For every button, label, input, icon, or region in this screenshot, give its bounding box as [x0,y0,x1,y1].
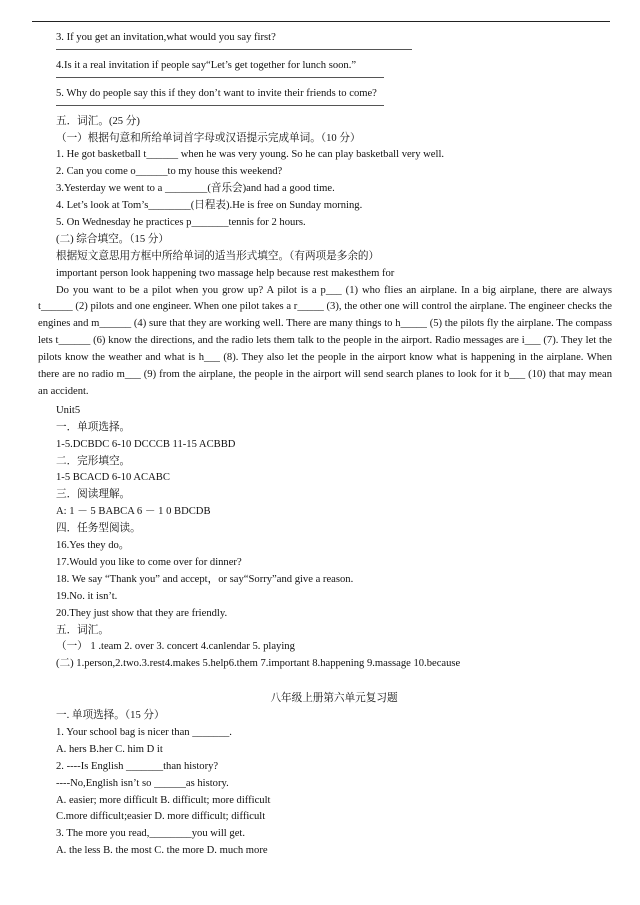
unit-label: Unit5 [56,404,81,416]
review-line: ----No,English isn’t so ______as history. [56,777,229,789]
review-section-title: 一. 单项选择。（15 分） [56,710,165,722]
answer-line [56,49,412,51]
answer-section-title: 五．词汇。 [56,624,109,636]
question-3: 3. If you get an invitation,what would you say first? [56,32,276,43]
vocab-item: 5. On Wednesday he practices p_______tennis for 2 hours. [56,217,306,229]
answer-line-text: 19.No. it isn’t. [56,590,118,602]
answer-line [56,77,384,79]
vocab-heading: 五．词汇。(25 分) [56,115,140,127]
vocab-part2-instruction: 根据短文意思用方框中所给单词的适当形式填空。（有两项是多余的） [56,250,380,262]
answer-section-title: 一．单项选择。 [56,421,131,433]
answer-line-text: 20.They just show that they are friendly. [56,607,228,619]
answer-section-title: 三．阅读理解。 [56,489,131,501]
answer-line-text: A: 1 － 5 BABCA 6 － 1 0 BDCDB [56,506,211,518]
review-line: 1. Your school bag is nicer than _______. [56,726,232,738]
answer-line-text: (二) 1.person,2.two.3.rest4.makes 5.help6.them 7.important 8.happening 9.massage 10.because [56,658,461,670]
vocab-part2-title: (二) 综合填空。（15 分） [56,233,169,245]
answer-section-title: 四．任务型阅读。 [56,523,141,535]
question-4: 4.Is it a real invitation if people say“Let’s get together for lunch soon.” [56,59,357,71]
review-line: 2. ----Is English _______than history? [56,760,219,772]
word-box: important person look happening two massage help because rest makesthem for [56,267,395,279]
answer-line-text: 16.Yes they do。 [56,540,130,552]
answer-line-text: 18. We say “Thank you” and accept，or say“Sorry”and give a reason. [56,573,354,585]
question-5: 5. Why do people say this if they don’t want to invite their friends to come? [56,87,377,99]
review-line: A. easier; more difficult B. difficult; more difficult [56,794,271,806]
answer-line-text: （一） 1 .team 2. over 3. concert 4.canlendar 5. playing [56,641,295,653]
answer-line-text: 1-5.DCBDC 6-10 DCCCB 11-15 ACBBD [56,438,236,450]
review-line: A. hers B.her C. him D it [56,743,163,755]
cloze-passage [38,283,612,401]
passage-text: Do you want to be a pilot when you grow up? A pilot is a p___ (1) who flies an airplane. In a big airplane, there are always t______ (2) pilots and one engineer. When one pilot takes a r_____ (3), the other one will control the airplane. The engineer checks the engines and m______ (4) sure that they are working well. There are many things to h_____ (5) the pilots fly the airplane. The compass lets t______ (6) know the directions, and the radio lets them talk to the people in the airport. Radio messages are i___ (7). They let the pilots know the weather and what is h___ (8). They also let the people in the airport know what is happening in the airplane. When there are no radio m___ (9) from the airplane, the people in the airport will send search planes to look for it b___ (10) that may mean an accident. [38,284,612,398]
review-line: C.more difficult;easier D. more difficult; difficult [56,811,266,823]
answer-section-title: 二．完形填空。 [56,455,131,467]
vocab-item: 4. Let’s look at Tom’s________(日程表).He is free on Sunday morning. [56,200,363,212]
top-rule [32,21,610,22]
review-title: 八年级上册第六单元复习题 [270,693,398,705]
review-line: 3. The more you read,________you will get. [56,828,245,840]
answer-line-text: 17.Would you like to come over for dinner? [56,556,242,568]
vocab-part1-title: （一）根据句意和所给单词首字母或汉语提示完成单词。（10 分） [56,132,361,144]
vocab-item: 1. He got basketball t______ when he was very young. So he can play basketball very well. [56,149,445,161]
review-line: A. the less B. the most C. the more D. much more [56,845,268,857]
vocab-item: 3.Yesterday we went to a ________(音乐会)and had a good time. [56,183,335,195]
answer-line-text: 1-5 BCACD 6-10 ACABC [56,472,170,484]
vocab-item: 2. Can you come o______to my house this weekend? [56,166,283,178]
answer-line [56,105,384,107]
document-page [38,30,612,860]
